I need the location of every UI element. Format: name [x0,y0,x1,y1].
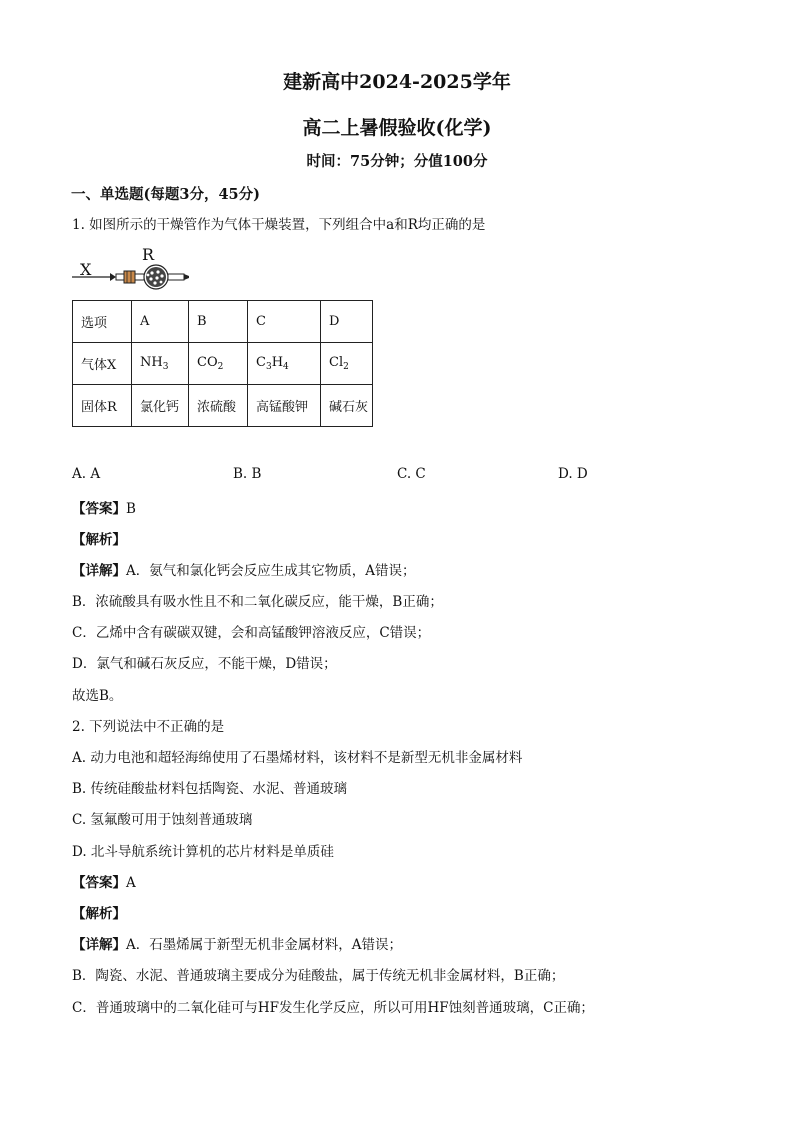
exam-meta: 时间：75分钟；分值100分 [306,153,488,170]
table-cell: 气体X [73,343,132,385]
q2-option-d: D. 北斗导航系统计算机的芯片材料是单质硅 [72,844,334,860]
detail-tag: 【详解】 [72,563,126,579]
q2-option-a: A. 动力电池和超轻海绵使用了石墨烯材料，该材料不是新型无机非金属材料 [72,750,523,766]
answer-tag: 【答案】 [72,875,126,891]
drying-tube-icon [72,264,192,290]
table-cell [132,343,189,385]
detail-tag: 【详解】 [72,937,126,953]
q1-option-d: D. D [558,466,588,482]
exam-title: 高二上暑假验收(化学) [302,117,492,139]
table-cell [189,343,248,385]
q2-analysis-tag: 【解析】 [72,906,126,922]
table-cell: C [248,301,321,343]
q2-answer [72,871,136,891]
table-cell: 选项 [73,301,132,343]
q2-detail-3: C．普通玻璃中的二氧化硅可与HF发生化学反应，所以可用HF蚀刻普通玻璃，C正确； [72,1000,594,1016]
table-cell [321,343,373,385]
q1-detail-2: B．浓硫酸具有吸水性且不和二氧化碳反应，能干燥，B正确； [72,594,443,610]
label-r: R [142,245,155,264]
school-title: 建新高中2024-2025学年 [283,71,511,93]
q2-stem: 2. 下列说法中不正确的是 [72,719,225,735]
answer-value: A [126,875,136,891]
section-title: 一、单选题(每题3分，45分) [71,186,260,203]
table-cell: 固体R [73,385,132,427]
q2-detail-2: B．陶瓷、水泥、普通玻璃主要成分为硅酸盐，属于传统无机非金属材料，B正确； [72,968,565,984]
table-row [73,343,373,385]
formula-c3h4: $C_3H_4$ [256,355,289,372]
table-row [73,385,373,427]
q2-option-c: C. 氢氟酸可用于蚀刻普通玻璃 [72,812,253,828]
q1-conclusion: 故选B。 [72,688,123,704]
formula-cl2: $Cl_2$ [329,355,349,372]
q1-detail-3: C．乙烯中含有碳碳双键，会和高锰酸钾溶液反应，C错误； [72,625,431,641]
table-cell: B [189,301,248,343]
formula-nh3: $NH_3$ [140,355,169,372]
table-row [73,301,373,343]
table-cell: 碱石灰 [321,385,373,427]
q1-analysis-tag: 【解析】 [72,532,126,548]
q1-option-a: A. A [72,466,101,482]
q1-detail-4: D．氯气和碱石灰反应，不能干燥，D错误； [72,656,337,672]
q1-answer [72,497,136,517]
answer-tag: 【答案】 [72,501,126,517]
table-cell: D [321,301,373,343]
table-cell [248,343,321,385]
table-cell: A [132,301,189,343]
formula-co2: $CO_2$ [197,355,224,372]
table-cell: 氯化钙 [132,385,189,427]
answer-value: B [126,501,136,517]
q1-option-b: B. B [233,466,262,482]
q1-detail-1: 【详解】A．氨气和氯化钙会反应生成其它物质，A错误； [72,563,416,579]
label-x: X [80,260,92,279]
q2-option-b: B. 传统硅酸盐材料包括陶瓷、水泥、普通玻璃 [72,781,348,797]
q1-stem: 1. 如图所示的干燥管作为气体干燥装置，下列组合中a和R均正确的是 [72,217,486,233]
table-cell: 浓硫酸 [189,385,248,427]
drying-tube-diagram [72,244,192,294]
q2-detail-1: 【详解】A．石墨烯属于新型无机非金属材料，A错误； [72,937,402,953]
q1-option-c: C. C [397,466,426,482]
table-cell: 高锰酸钾 [248,385,321,427]
q1-options-table [72,300,373,427]
